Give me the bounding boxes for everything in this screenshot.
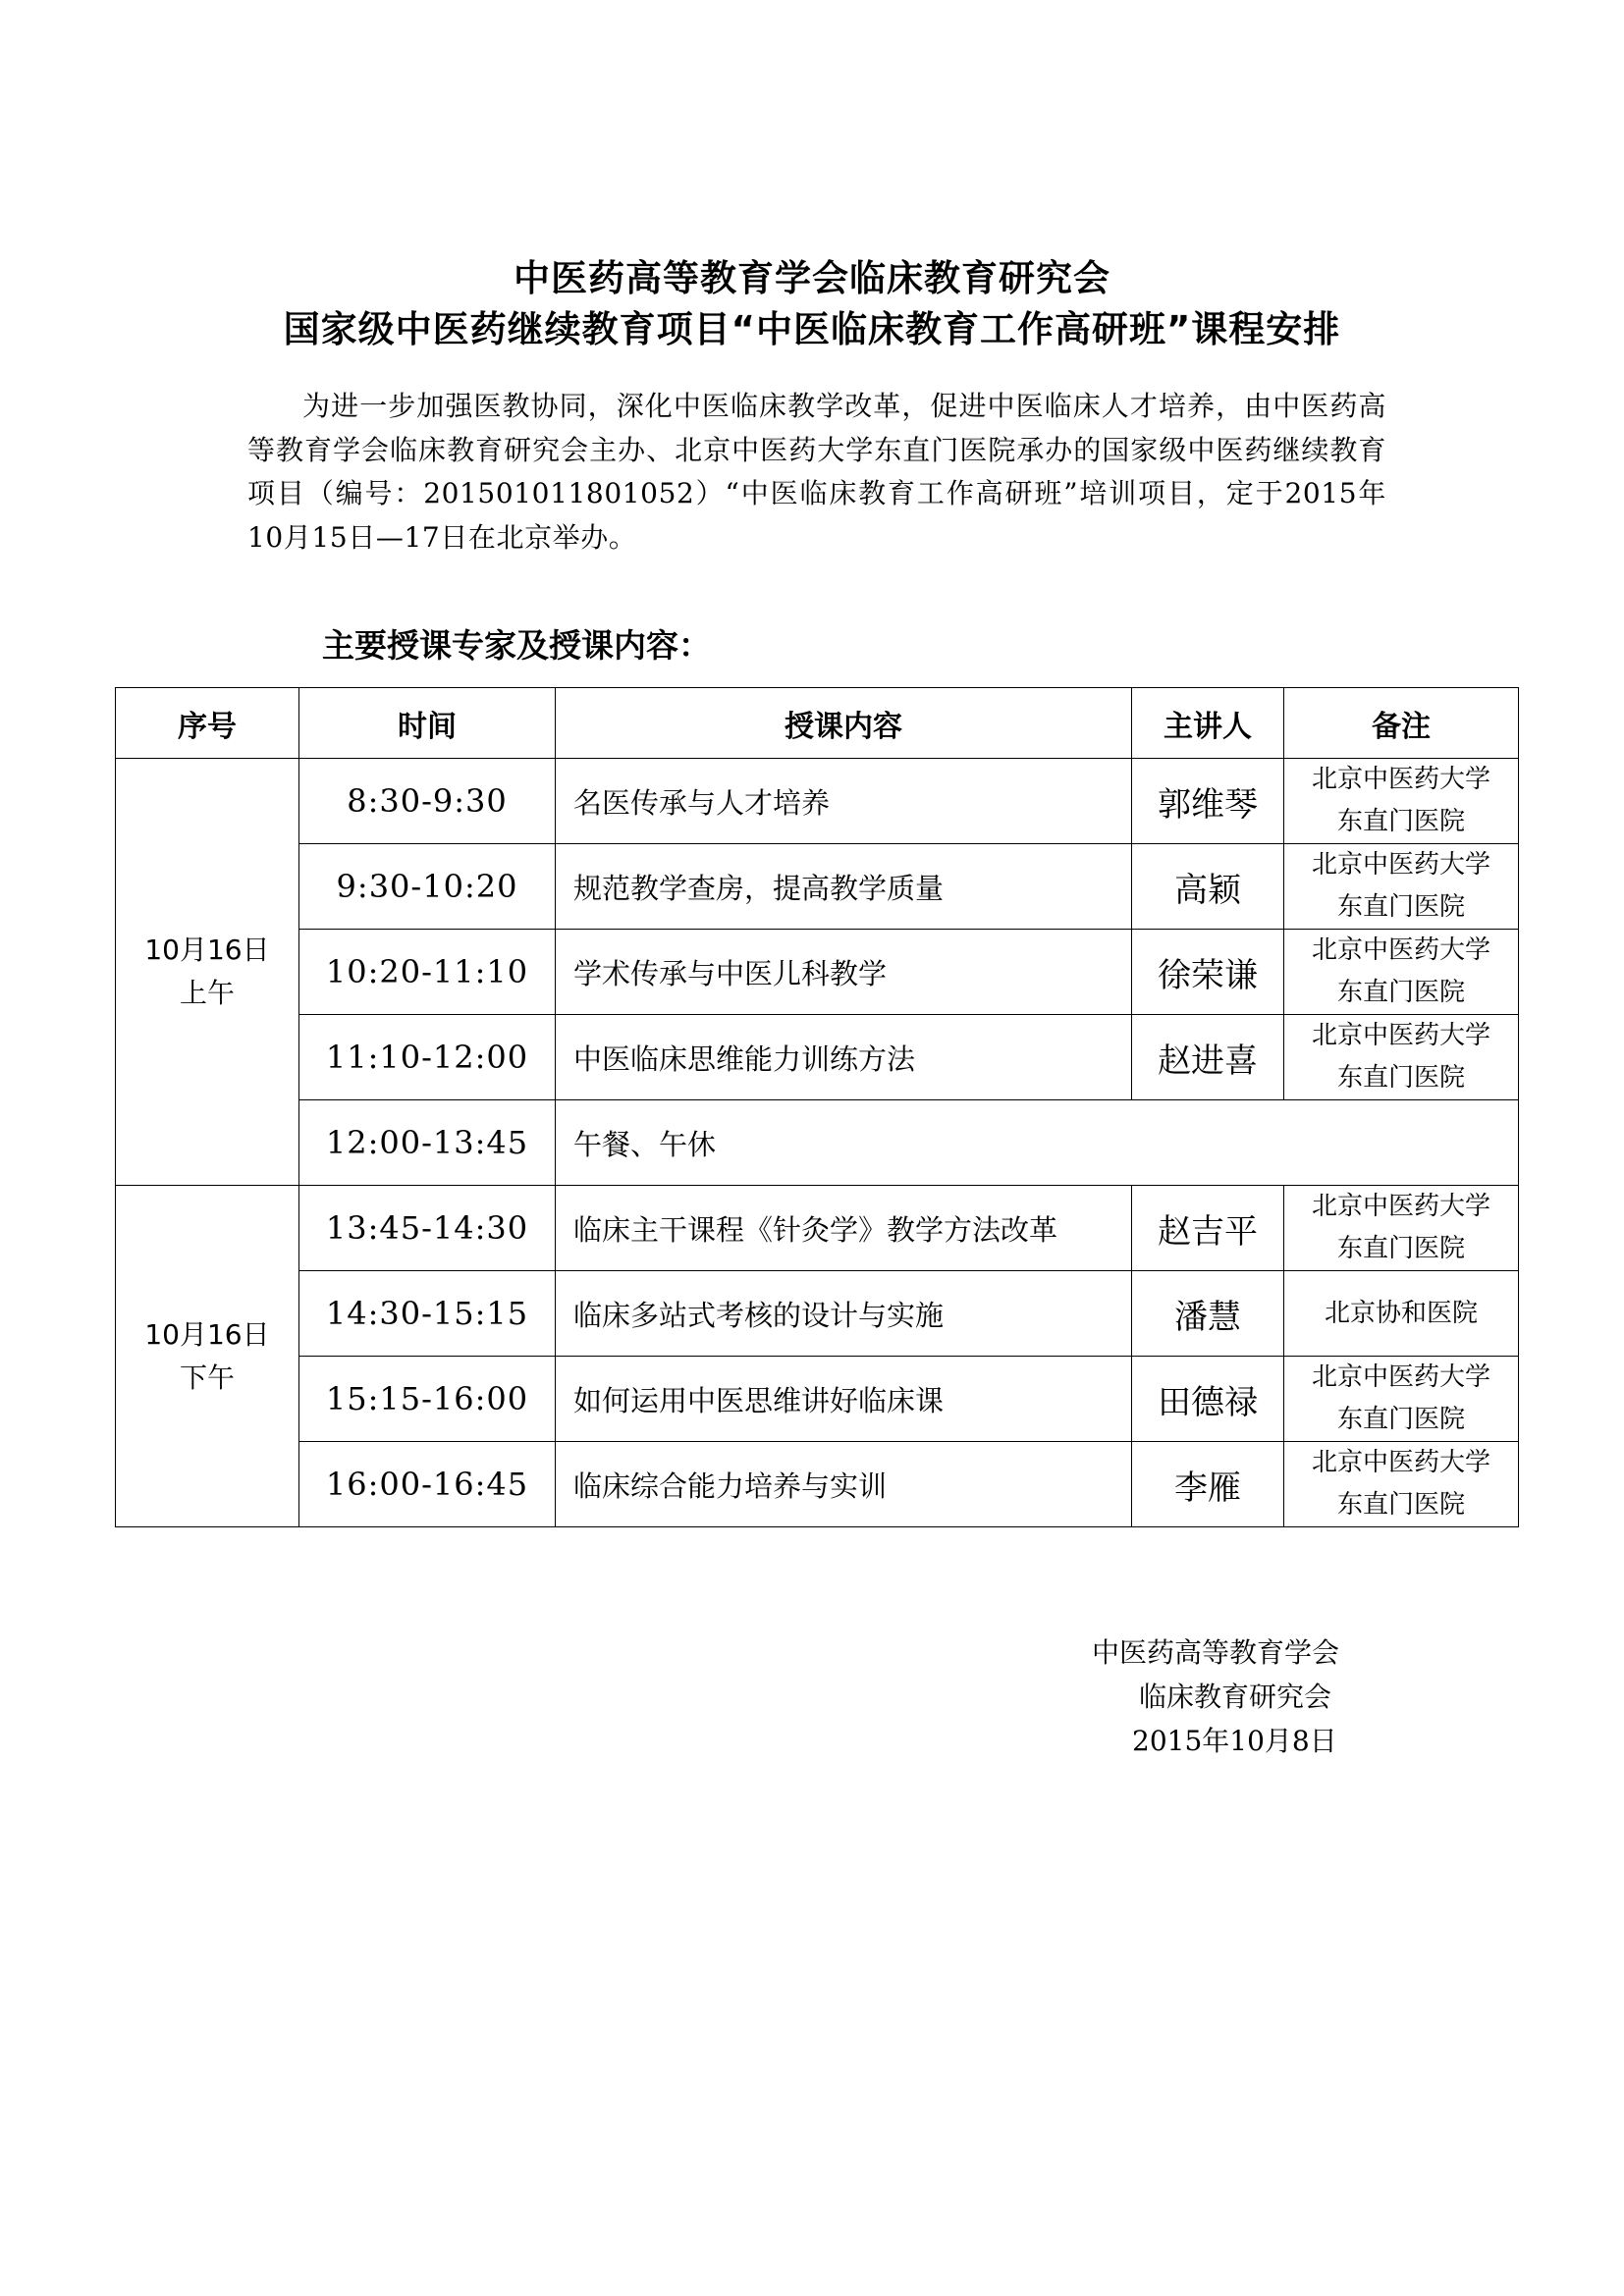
- session-period: 下午: [179, 1361, 235, 1394]
- note-line: 北京中医药大学: [1311, 1192, 1490, 1221]
- topic-cell: 临床多站式考核的设计与实施: [556, 1271, 1132, 1357]
- note-line: 东直门医院: [1336, 1490, 1465, 1520]
- note-line: 东直门医院: [1336, 978, 1465, 1007]
- time-cell: 8:30-9:30: [299, 759, 556, 844]
- document-title: 中医药高等教育学会临床教育研究会: [514, 257, 1110, 299]
- session-label-morning: [116, 759, 299, 1186]
- note-line: 北京中医药大学: [1311, 1448, 1490, 1477]
- speaker-cell: 高颖: [1132, 844, 1284, 930]
- header-time: 时间: [299, 688, 556, 759]
- note-cell: [1284, 844, 1519, 930]
- topic-cell: 规范教学查房，提高教学质量: [556, 844, 1132, 930]
- time-cell: 12:00-13:45: [299, 1100, 556, 1186]
- time-cell: 16:00-16:45: [299, 1442, 556, 1527]
- topic-cell: 学术传承与中医儿科教学: [556, 930, 1132, 1015]
- table-row: [116, 844, 1519, 930]
- note-cell: [1284, 1186, 1519, 1271]
- note-line: 北京中医药大学: [1311, 850, 1490, 880]
- topic-cell: 午餐、午休: [556, 1100, 1519, 1186]
- header-seq: 序号: [116, 688, 299, 759]
- topic-cell: 如何运用中医思维讲好临床课: [556, 1357, 1132, 1442]
- intro-paragraph: [247, 385, 1386, 560]
- note-line: 东直门医院: [1336, 1063, 1465, 1093]
- note-line: 北京协和医院: [1324, 1298, 1478, 1328]
- speaker-cell: 赵进喜: [1132, 1015, 1284, 1100]
- time-cell: 9:30-10:20: [299, 844, 556, 930]
- time-cell: 11:10-12:00: [299, 1015, 556, 1100]
- section-heading: 主要授课专家及授课内容：: [322, 626, 711, 665]
- topic-cell: 名医传承与人才培养: [556, 759, 1132, 844]
- topic-cell: 临床综合能力培养与实训: [556, 1442, 1132, 1527]
- session-date: 10月16日: [144, 934, 270, 966]
- signature-date: 2015年10月8日: [1132, 1725, 1337, 1757]
- document-subtitle: 国家级中医药继续教育项目“中医临床教育工作高研班”课程安排: [283, 308, 1341, 350]
- note-line: 东直门医院: [1336, 1405, 1465, 1434]
- table-row-break: [116, 1100, 1519, 1186]
- table-row: [116, 1271, 1519, 1357]
- note-cell: [1284, 759, 1519, 844]
- note-cell: [1284, 930, 1519, 1015]
- note-line: 北京中医药大学: [1311, 765, 1490, 794]
- speaker-cell: 郭维琴: [1132, 759, 1284, 844]
- time-cell: 10:20-11:10: [299, 930, 556, 1015]
- note-cell: [1284, 1271, 1519, 1357]
- table-row: [116, 1015, 1519, 1100]
- speaker-cell: 徐荣谦: [1132, 930, 1284, 1015]
- signature-org: 中医药高等教育学会: [1092, 1636, 1340, 1669]
- note-cell: [1284, 1442, 1519, 1527]
- signature-dept: 临床教育研究会: [1139, 1681, 1332, 1713]
- note-cell: [1284, 1357, 1519, 1442]
- time-cell: 15:15-16:00: [299, 1357, 556, 1442]
- speaker-cell: 赵吉平: [1132, 1186, 1284, 1271]
- header-speaker: 主讲人: [1132, 688, 1284, 759]
- note-line: 北京中医药大学: [1311, 1362, 1490, 1392]
- schedule-table: [115, 687, 1519, 1527]
- header-note: 备注: [1284, 688, 1519, 759]
- table-row: [116, 1442, 1519, 1527]
- note-line: 北京中医药大学: [1311, 1021, 1490, 1050]
- speaker-cell: 潘慧: [1132, 1271, 1284, 1357]
- session-period: 上午: [179, 977, 235, 1009]
- note-line: 东直门医院: [1336, 1234, 1465, 1263]
- time-cell: 13:45-14:30: [299, 1186, 556, 1271]
- intro-text: 为进一步加强医教协同，深化中医临床教学改革，促进中医临床人才培养，由中医药高等教育学会临床教育研究会主办、北京中医药大学东直门医院承办的国家级中医药继续教育项目（编号：201501011801052）“中医临床教育工作高研班”培训项目，定于2015年10月15日—17日在北京举办。: [247, 390, 1386, 554]
- speaker-cell: 田德禄: [1132, 1357, 1284, 1442]
- note-line: 东直门医院: [1336, 807, 1465, 836]
- table-header-row: [116, 688, 1519, 759]
- note-line: 东直门医院: [1336, 892, 1465, 922]
- table-row: [116, 1186, 1519, 1271]
- speaker-cell: 李雁: [1132, 1442, 1284, 1527]
- table-row: [116, 1357, 1519, 1442]
- note-line: 北京中医药大学: [1311, 935, 1490, 965]
- header-topic: 授课内容: [556, 688, 1132, 759]
- table-row: [116, 930, 1519, 1015]
- time-cell: 14:30-15:15: [299, 1271, 556, 1357]
- session-label-afternoon: [116, 1186, 299, 1527]
- session-date: 10月16日: [144, 1317, 270, 1351]
- note-cell: [1284, 1015, 1519, 1100]
- topic-cell: 中医临床思维能力训练方法: [556, 1015, 1132, 1100]
- table-row: [116, 759, 1519, 844]
- topic-cell: 临床主干课程《针灸学》教学方法改革: [556, 1186, 1132, 1271]
